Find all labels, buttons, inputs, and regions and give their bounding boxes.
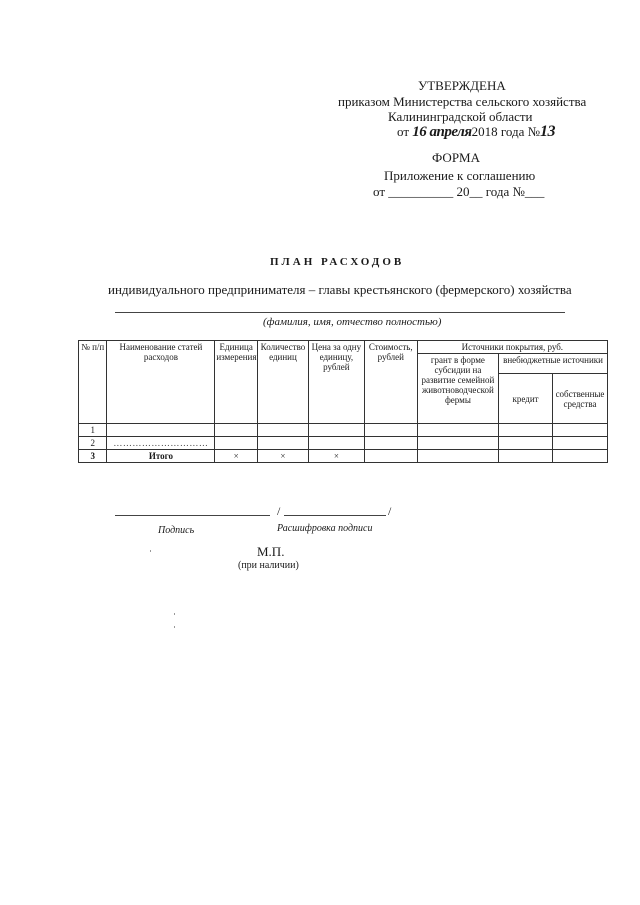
appendix-line: Приложение к соглашению — [384, 168, 536, 183]
approval-date-line — [397, 123, 555, 141]
stamp-note: (при наличии) — [238, 560, 299, 571]
signature-line — [115, 515, 270, 516]
header-credit: кредит — [499, 374, 553, 424]
decode-label: Расшифровка подписи — [277, 523, 373, 534]
row-price: × — [308, 450, 364, 463]
row-unit — [215, 437, 258, 450]
row-price — [308, 424, 364, 437]
row-price — [308, 437, 364, 450]
slash-separator: / — [388, 504, 392, 518]
row-unit: × — [215, 450, 258, 463]
table-row — [79, 424, 608, 437]
row-grant — [417, 437, 498, 450]
form-label: ФОРМА — [432, 150, 480, 165]
row-unit — [215, 424, 258, 437]
row-own — [553, 450, 608, 463]
row-name: ………………………… — [107, 437, 215, 450]
scan-artifact — [174, 613, 175, 615]
header-unit: Единица измерения — [215, 341, 258, 424]
name-underline — [115, 312, 565, 313]
row-name — [107, 424, 215, 437]
header-extra: внебюджетные источники — [499, 354, 608, 374]
handwritten-date: 16 апреля — [412, 124, 472, 140]
header-name: Наименование статей расходов — [107, 341, 215, 424]
decode-line — [284, 515, 386, 516]
scan-artifact — [174, 626, 175, 628]
row-qty — [258, 437, 309, 450]
row-cost — [364, 437, 417, 450]
approval-date-prefix: от — [397, 124, 410, 139]
row-own — [553, 424, 608, 437]
scan-artifact — [150, 550, 151, 552]
row-grant — [417, 450, 498, 463]
stamp-label: М.П. — [257, 544, 285, 559]
row-num: 1 — [79, 424, 107, 437]
row-own — [553, 437, 608, 450]
signature-label: Подпись — [158, 525, 195, 536]
approval-title: УТВЕРЖДЕНА — [418, 78, 506, 93]
row-num: 3 — [79, 450, 107, 463]
row-credit — [499, 437, 553, 450]
row-grant — [417, 424, 498, 437]
header-own: собственные средства — [553, 374, 608, 424]
name-hint: (фамилия, имя, отчество полностью) — [263, 316, 442, 328]
header-num: № п/п — [79, 341, 107, 424]
header-cost: Стоимость, рублей — [364, 341, 417, 424]
row-num: 2 — [79, 437, 107, 450]
row-cost — [364, 450, 417, 463]
row-credit — [499, 450, 553, 463]
row-credit — [499, 424, 553, 437]
table-row — [79, 437, 608, 450]
appendix-date-line: от __________ 20__ года №___ — [373, 184, 545, 199]
approval-order-line: приказом Министерства сельского хозяйства — [338, 94, 587, 109]
header-qty: Количество единиц — [258, 341, 309, 424]
row-qty — [258, 424, 309, 437]
row-cost — [364, 424, 417, 437]
approval-date-middle: 2018 года № — [471, 124, 540, 139]
row-qty: × — [258, 450, 309, 463]
expense-plan-table — [78, 340, 608, 463]
table-row-total — [79, 450, 608, 463]
handwritten-number: 13 — [540, 123, 555, 140]
slash-separator: / — [277, 504, 281, 518]
header-sources: Источники покрытия, руб. — [417, 341, 607, 354]
header-grant: грант в форме субсидии на развитие семейной животноводческой фермы — [417, 354, 498, 424]
header-price: Цена за одну единицу, рублей — [308, 341, 364, 424]
plan-subtitle: индивидуального предпринимателя – главы крестьянского (фермерского) хозяйства — [108, 282, 572, 297]
row-name: Итого — [107, 450, 215, 463]
plan-title: ПЛАН РАСХОДОВ — [270, 256, 405, 268]
approval-region-line: Калининградской области — [388, 109, 533, 124]
